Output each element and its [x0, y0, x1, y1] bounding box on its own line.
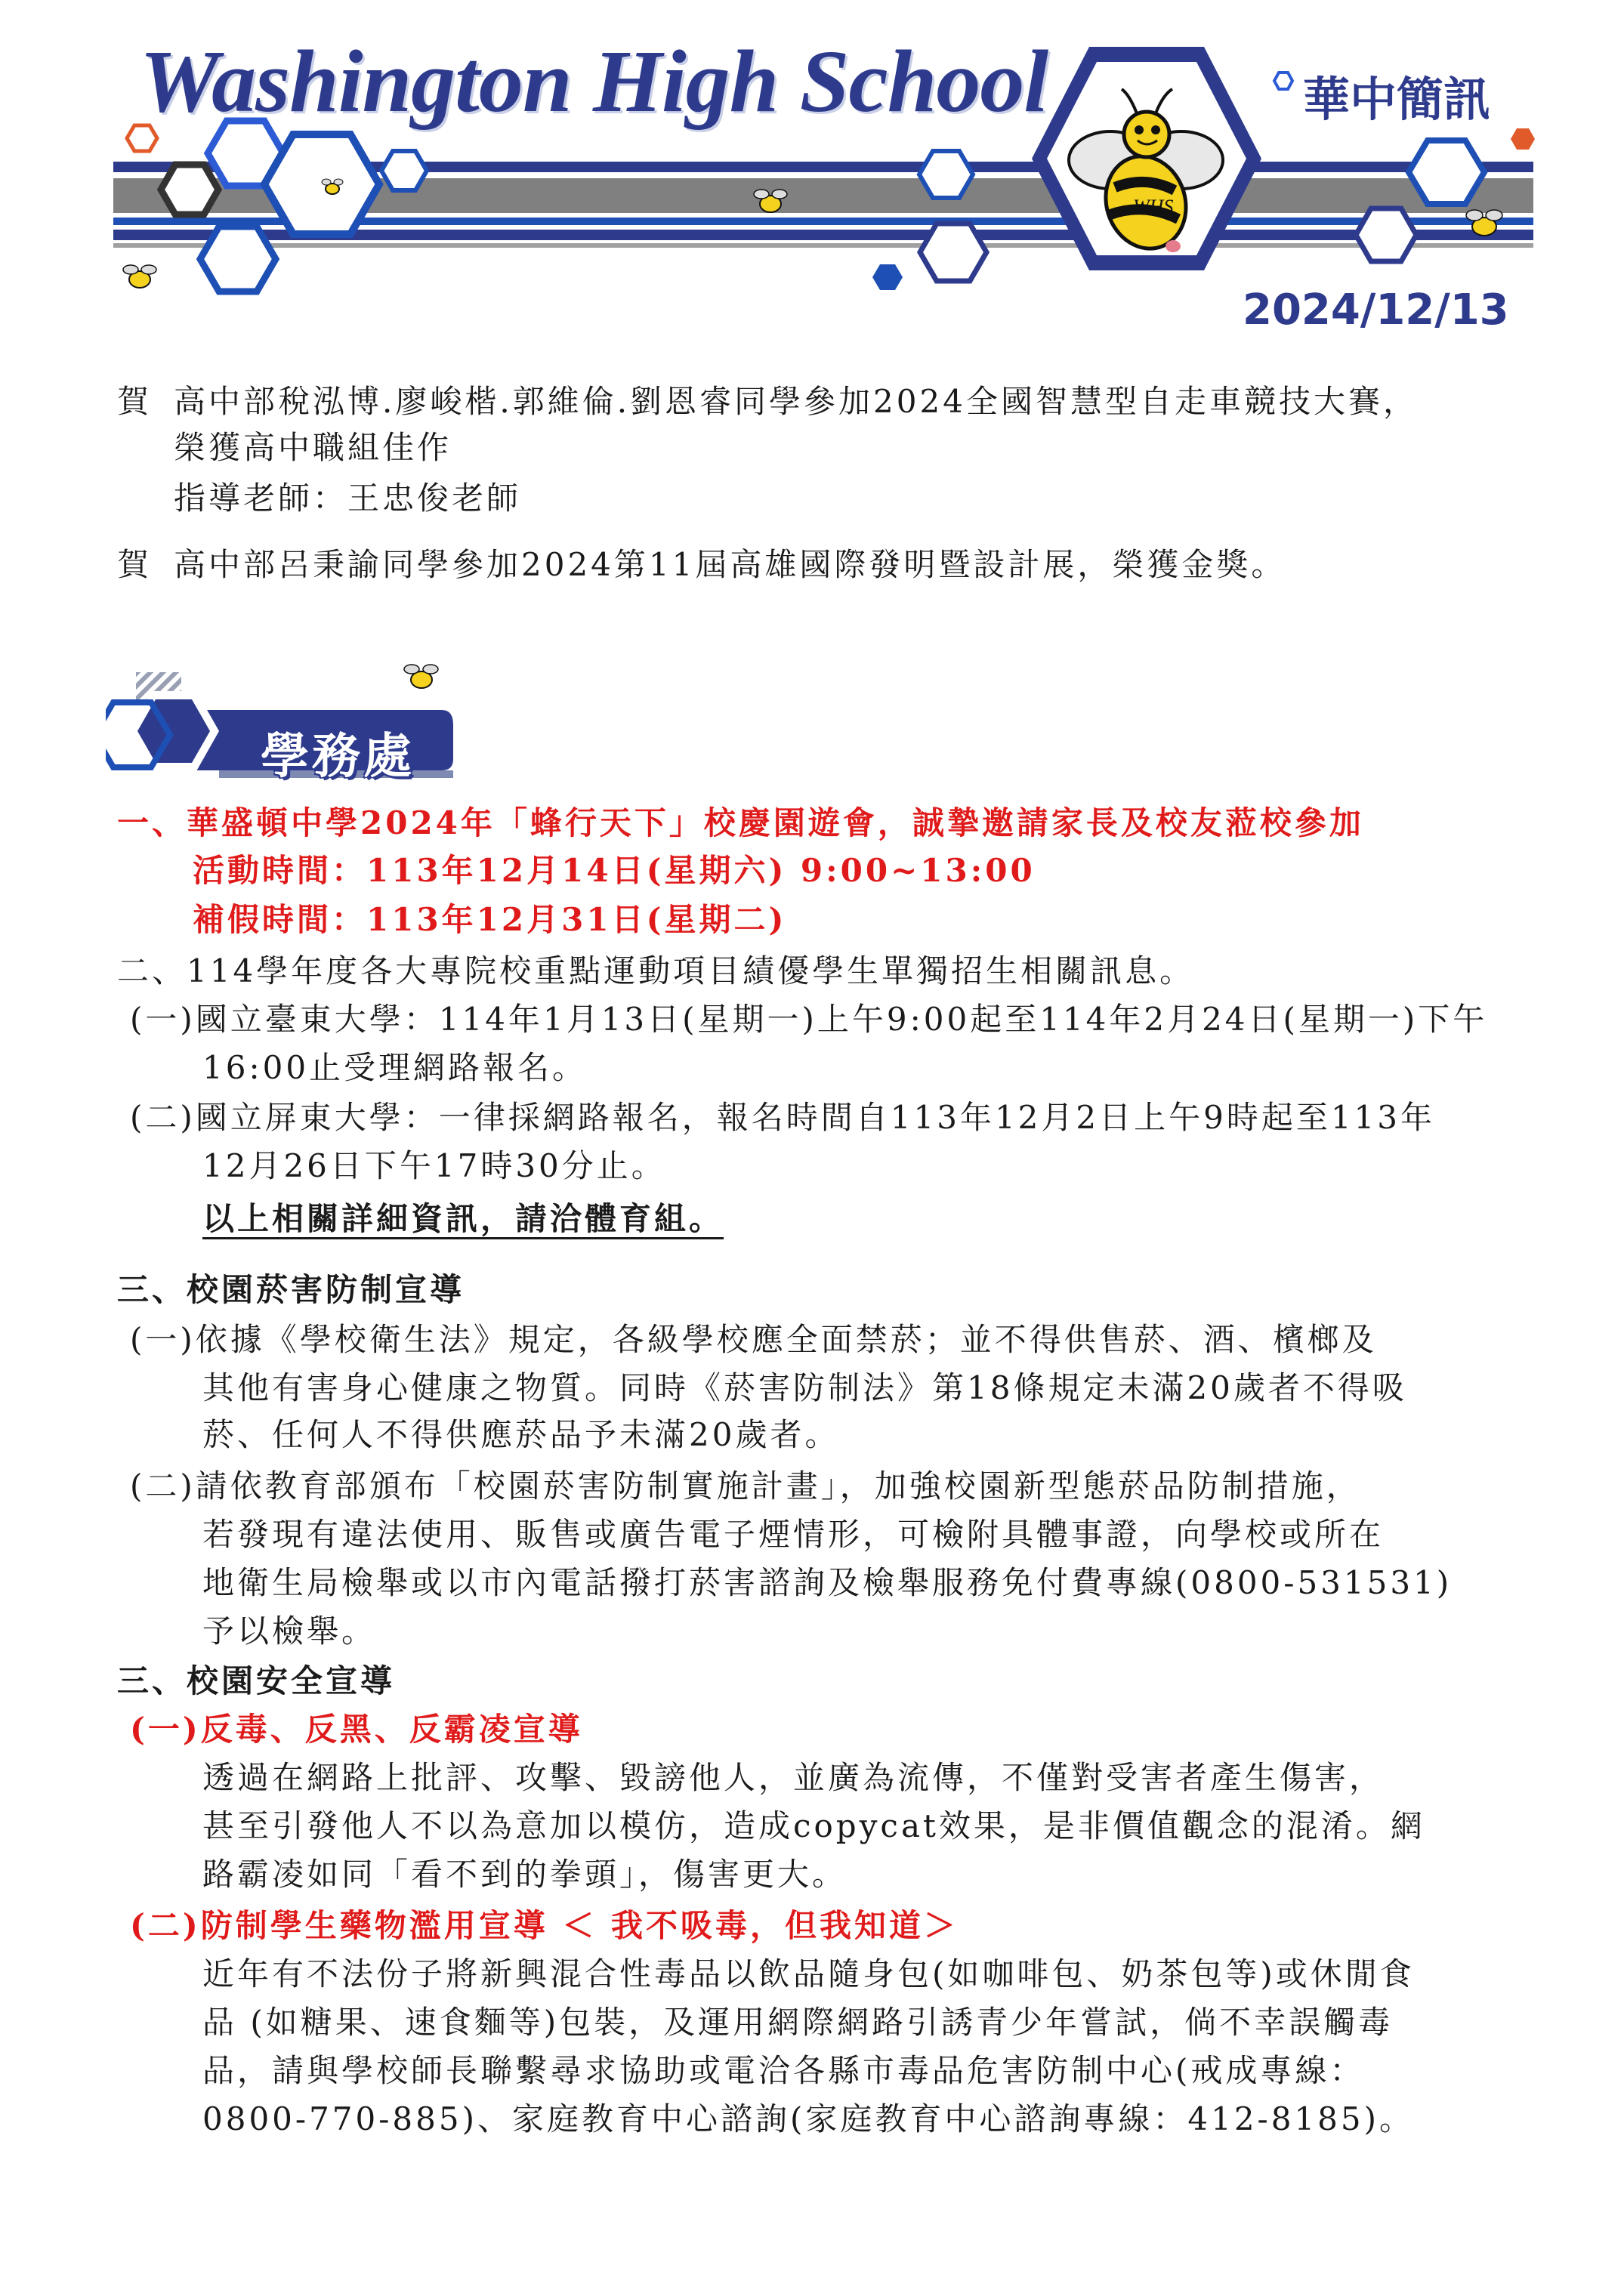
- congrats-line: 高中部稅泓博.廖峻楷.郭維倫.劉恩睿同學參加2024全國智慧型自走車競技大賽，: [174, 383, 1418, 420]
- section-title: 學務處: [261, 729, 415, 785]
- newsletter-name: 華中簡訊: [1303, 72, 1491, 127]
- item-4-sub-b-title: (二)防制學生藥物濫用宣導 ＜ 我不吸毒，但我知道＞: [130, 1907, 959, 1944]
- congrats-line: 榮獲高中職組佳作: [174, 429, 452, 466]
- congrats-prefix: 賀: [117, 546, 153, 583]
- bee-hexagon-left: [264, 134, 379, 234]
- newsletter-header: [0, 0, 1624, 347]
- item-4-sub-a-text: 甚至引發他人不以為意加以模仿，造成copycat效果，是非價值觀念的混淆。網: [202, 1807, 1425, 1844]
- item-4-sub-a-title: (一)反毒、反黑、反霸凌宣導: [130, 1711, 583, 1748]
- congrats-line: 指導老師：王忠俊老師: [174, 480, 522, 517]
- congrats-line: 高中部呂秉諭同學參加2024第11屆高雄國際發明暨設計展，榮獲金獎。: [174, 546, 1286, 583]
- item-4-sub-a-text: 透過在網路上批評、攻擊、毀謗他人，並廣為流傳，不僅對受害者產生傷害，: [202, 1759, 1385, 1796]
- item-2-title: 二、114學年度各大專院校重點運動項目績優學生單獨招生相關訊息。: [117, 952, 1195, 989]
- item-3-sub-a-cont: 菸、任何人不得供應菸品予未滿20歲者。: [202, 1416, 840, 1453]
- item-4-sub-b-text: 0800-770-885)、家庭教育中心諮詢(家庭教育中心諮詢專線：412-8185)。: [202, 2100, 1415, 2137]
- item-1-title: 一、華盛頓中學2024年「蜂行天下」校慶園遊會，誠摯邀請家長及校友蒞校參加: [117, 804, 1364, 841]
- issue-date: 2024/12/13: [1243, 285, 1509, 335]
- item-4-title: 三、校園安全宣導: [117, 1662, 396, 1699]
- item-3-sub-a: (一)依據《學校衛生法》規定，各級學校應全面禁菸；並不得供售菸、酒、檳榔及: [130, 1321, 1377, 1358]
- small-bee-icon: [123, 265, 156, 288]
- svg-text:WHS: WHS: [1133, 196, 1174, 218]
- item-3-sub-b-cont: 予以檢舉。: [202, 1613, 377, 1650]
- contact-note: 以上相關詳細資訊，請洽體育組。: [202, 1200, 724, 1237]
- item-2-sub-a-cont: 16:00止受理網路報名。: [202, 1049, 588, 1086]
- item-4-sub-b-text: 近年有不法份子將新興混合性毒品以飲品隨身包(如咖啡包、奶茶包等)或休閒食: [202, 1955, 1415, 1992]
- item-4-sub-b-text: 品 (如糖果、速食麵等)包裝，及運用網際網路引誘青少年嘗試，倘不幸誤觸毒: [202, 2004, 1394, 2041]
- blue-hexagon-bottom: [200, 227, 276, 292]
- item-3-sub-b-cont: 地衛生局檢舉或以市內電話撥打菸害諮詢及檢舉服務免付費專線(0800-531531): [202, 1564, 1453, 1601]
- event-time: 活動時間：113年12月14日(星期六) 9:00~13:00: [193, 852, 1036, 889]
- item-3-sub-b-cont: 若發現有違法使用、販售或廣告電子煙情形，可檢附具體事證，向學校或所在: [202, 1516, 1385, 1553]
- item-3-sub-a-cont: 其他有害身心健康之物質。同時《菸害防制法》第18條規定未滿20歲者不得吸: [202, 1369, 1407, 1406]
- makeup-holiday: 補假時間：113年12月31日(星期二): [193, 901, 787, 938]
- item-2-sub-a: (一)國立臺東大學：114年1月13日(星期一)上午9:00起至114年2月24日(星期一)下午: [130, 1001, 1488, 1038]
- dark-hexagon: [161, 165, 218, 214]
- item-3-sub-b: (二)請依教育部頒布「校園菸害防制實施計畫」，加強校園新型態菸品防制措施，: [130, 1467, 1361, 1504]
- item-2-sub-b: (二)國立屏東大學：一律採網路報名，報名時間自113年12月2日上午9時起至113年: [130, 1099, 1435, 1136]
- item-3-title: 三、校園菸害防制宣導: [117, 1271, 465, 1308]
- item-4-sub-b-text: 品，請與學校師長聯繫尋求協助或電洽各縣市毒品危害防制中心(戒成專線：: [202, 2052, 1365, 2089]
- school-name: Washington High School: [140, 32, 1048, 131]
- item-2-sub-b-cont: 12月26日下午17時30分止。: [202, 1147, 666, 1184]
- section-banner: [106, 650, 461, 801]
- small-bee-icon: [404, 665, 438, 688]
- congrats-prefix: 賀: [117, 383, 153, 420]
- item-4-sub-a-text: 路霸凌如同「看不到的拳頭」，傷害更大。: [202, 1856, 848, 1893]
